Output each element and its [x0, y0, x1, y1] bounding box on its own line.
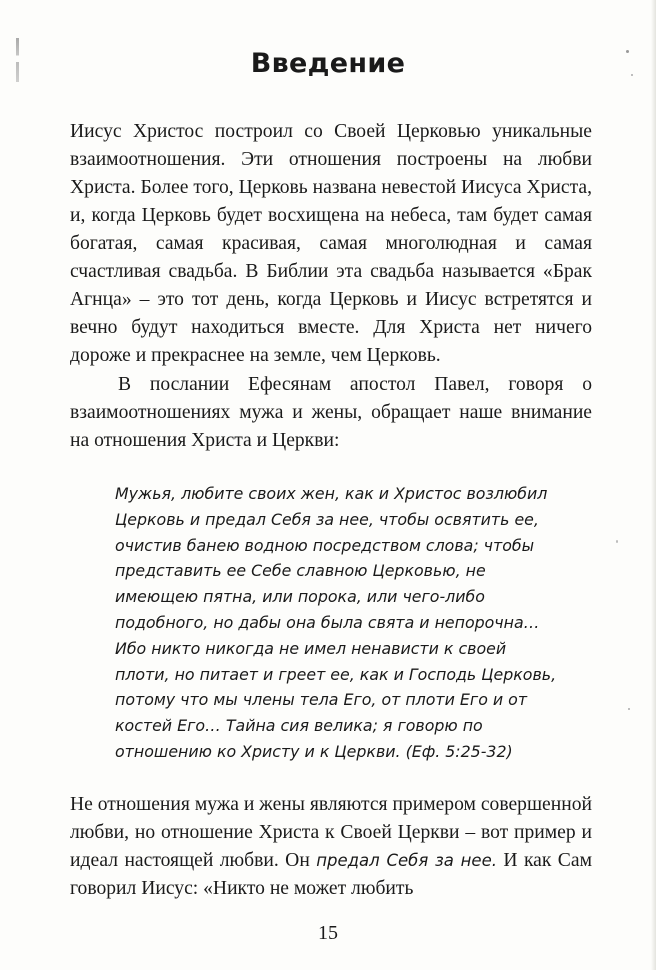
- page-number: 15: [318, 922, 338, 944]
- paragraph-conclusion-text-after: И как Сам говорил Иисус: «Никто не может любить: [70, 850, 592, 899]
- scripture-quote: Мужья, любите своих жен, как и Христос возлюбил Церковь и предал Себя за нее, чтобы освятить ее, очистив банею водною посредством слова; чтобы представить ее Себе славною Церковью, не имеющею пятна, или порока, или чего-либо подобного, но дабы она была свята и непорочна… Ибо никто никогда не имел ненависти к своей плоти, но питает и греет ее, как и Господь Церковь, потому что мы члены тела Его, от плоти Его и от костей Его… Тайна сия велика; я говорю по отношению ко Христу и к Церкви. (Еф. 5:25-32): [115, 484, 557, 761]
- paragraph-ephesians: В послании Ефесянам апостол Павел, говоря о взаимоотношениях мужа и жены, обращает наше внимание на отношения Христа и Церкви:: [70, 374, 592, 451]
- chapter-title: Введение: [250, 48, 406, 79]
- page-edge-shadow: [651, 0, 656, 970]
- paragraph-conclusion: [70, 791, 592, 903]
- scan-speck: [628, 708, 630, 710]
- paragraph-conclusion-emphasis: предал Себя за нее.: [316, 851, 497, 870]
- paragraph-conclusion-text-before: Не отношения мужа и жены являются примером совершенной любви, но отношение Христа к Своей Церкви – вот пример и идеал настоящей любви. Он: [70, 794, 592, 871]
- scan-speck: [616, 540, 618, 543]
- paragraph-intro: Иисус Христос построил со Своей Церковью уникальные взаимоотношения. Эти отношения построены на любви Христа. Более того, Церковь названа невестой Иисуса Христа, и, когда Церковь будет восхищена на небеса, там будет самая богатая, самая красивая, самая многолюдная и самая счастливая свадьба. В Библии эта свадьба называется «Брак Агнца» – это тот день, когда Церковь и Иисус встретятся и вечно будут находиться вместе. Для Христа нет ничего дороже и прекраснее на земле, чем Церковь.: [70, 121, 592, 366]
